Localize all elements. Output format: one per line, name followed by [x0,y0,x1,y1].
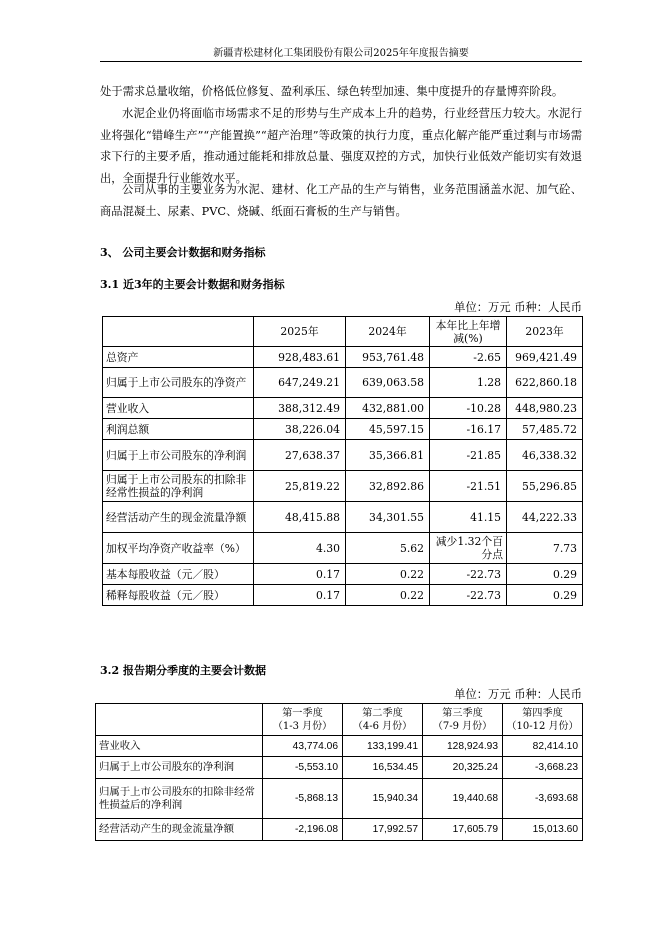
cell-value: -3,668.23 [503,757,583,779]
cell-value: -2,196.08 [263,819,343,841]
cell-value: 622,860.18 [507,368,583,398]
cell-value: 55,296.85 [507,471,583,502]
cell-value: 15,013.60 [503,819,583,841]
cell-value: 减少1.32个百分点 [430,533,507,564]
cell-value: 38,226.04 [254,419,346,440]
quarter-label: 第二季度 [362,707,403,719]
cell-value: 133,199.41 [343,736,423,757]
cell-value: 17,992.57 [343,819,423,841]
table1-unit: 单位：万元 币种：人民币 [454,301,582,314]
header-cell: 2024年 [346,317,430,347]
cell-value: 41.15 [430,502,507,533]
cell-value: -16.17 [430,419,507,440]
table-row [96,757,583,779]
header-rule [100,61,582,62]
cell-value: 15,940.34 [343,779,423,819]
cell-value: 432,881.00 [346,398,430,419]
row-label: 营业收入 [103,398,254,419]
header-cell-q4 [503,704,583,736]
cell-value: -21.85 [430,440,507,471]
table2-unit: 单位：万元 币种：人民币 [454,688,582,701]
cell-value: 928,483.61 [254,347,346,368]
cell-value: 0.29 [507,585,583,606]
cell-value: -5,553.10 [263,757,343,779]
table-row [103,347,583,368]
cell-value: 5.62 [346,533,430,564]
quarter-label: 第三季度 [442,707,483,719]
cell-value: 969,421.49 [507,347,583,368]
table-row [103,368,583,398]
cell-value: -3,693.68 [503,779,583,819]
row-label: 利润总额 [103,419,254,440]
cell-value: 46,338.32 [507,440,583,471]
header-cell-q2 [343,704,423,736]
cell-value: -10.28 [430,398,507,419]
table-row [96,779,583,819]
page-header: 新疆青松建材化工集团股份有限公司2025年年度报告摘要 [213,48,469,59]
header-cell: 2025年 [254,317,346,347]
row-label: 稀释每股收益（元／股） [103,585,254,606]
cell-value: 25,819.22 [254,471,346,502]
cell-value: 43,774.06 [263,736,343,757]
table-row [103,585,583,606]
row-label: 基本每股收益（元／股） [103,564,254,585]
cell-value: 0.17 [254,564,346,585]
section-3-2-title: 3.2 报告期分季度的主要会计数据 [100,664,266,677]
cell-value: -22.73 [430,585,507,606]
table-row [96,819,583,841]
header-cell-q3 [423,704,503,736]
cell-value: -22.73 [430,564,507,585]
header-cell-empty [96,704,263,736]
row-label: 加权平均净资产收益率（%） [103,533,254,564]
row-label: 经营活动产生的现金流量净额 [96,819,263,841]
table-row [103,533,583,564]
cell-value: 647,249.21 [254,368,346,398]
cell-value: 0.29 [507,564,583,585]
section-3-title: 3、 公司主要会计数据和财务指标 [100,246,266,259]
cell-value: 45,597.15 [346,419,430,440]
month-range: （10-12 月份） [506,720,579,732]
month-range: （4-6 月份） [352,720,413,732]
table-row [103,419,583,440]
cell-value: 20,325.24 [423,757,503,779]
header-cell-q1 [263,704,343,736]
paragraph-market-stage: 处于需求总量收缩，价格低位修复、盈利承压、绿色转型加速、集中度提升的存量博弈阶段。 [100,85,564,98]
cell-value: 448,980.23 [507,398,583,419]
cell-value: 639,063.58 [346,368,430,398]
cell-value: 32,892.86 [346,471,430,502]
cell-value: -5,868.13 [263,779,343,819]
cell-value: 128,924.93 [423,736,503,757]
cell-value: 388,312.49 [254,398,346,419]
cell-value: 0.22 [346,564,430,585]
paragraph-cement-outlook: 水泥企业仍将面临市场需求不足的形势与生产成本上升的趋势，行业经营压力较大。水泥行业将强化“错峰生产”“产能置换”“超产治理”等政策的执行力度，重点化解产能严重过剩与市场需求下行的主要矛盾，推动通过能耗和排放总量、强度双控的方式，加快行业低效产能切实有效退出，全面提升行业能效水平。 [100,107,582,185]
table-row [103,564,583,585]
cell-value: 16,534.45 [343,757,423,779]
cell-value: -2.65 [430,347,507,368]
header-cell [103,317,254,347]
quarterly-data-table [95,703,583,841]
table-header-row [96,704,583,736]
cell-value: 27,638.37 [254,440,346,471]
cell-value: 7.73 [507,533,583,564]
cell-value: 35,366.81 [346,440,430,471]
cell-value: -21.51 [430,471,507,502]
cell-value: 0.17 [254,585,346,606]
header-cell: 本年比上年增减(%) [430,317,507,347]
row-label: 营业收入 [96,736,263,757]
paragraph-main-business: 公司从事的主要业务为水泥、建材、化工产品的生产与销售，业务范围涵盖水泥、加气砼、商品混凝土、尿素、PVC、烧碱、纸面石膏板的生产与销售。 [100,183,582,218]
cell-value: 0.22 [346,585,430,606]
cell-value: 19,440.68 [423,779,503,819]
cell-value: 953,761.48 [346,347,430,368]
table-header-row [103,317,583,347]
month-range: （7-9 月份） [432,720,493,732]
row-label: 归属于上市公司股东的净利润 [103,440,254,471]
cell-value: 82,414.10 [503,736,583,757]
three-year-financial-table [102,316,583,606]
table-row [96,736,583,757]
quarter-label: 第四季度 [522,707,563,719]
quarter-label: 第一季度 [282,707,323,719]
row-label: 归属于上市公司股东的净利润 [96,757,263,779]
row-label: 总资产 [103,347,254,368]
cell-value: 1.28 [430,368,507,398]
row-label: 归属于上市公司股东的扣除非经常性损益后的净利润 [96,779,263,819]
table-row [103,471,583,502]
row-label: 归属于上市公司股东的净资产 [103,368,254,398]
header-cell: 2023年 [507,317,583,347]
row-label: 归属于上市公司股东的扣除非经常性损益的净利润 [103,471,254,502]
cell-value: 4.30 [254,533,346,564]
row-label: 经营活动产生的现金流量净额 [103,502,254,533]
cell-value: 48,415.88 [254,502,346,533]
cell-value: 57,485.72 [507,419,583,440]
cell-value: 34,301.55 [346,502,430,533]
table-row [103,440,583,471]
table-row [103,502,583,533]
cell-value: 44,222.33 [507,502,583,533]
section-3-1-title: 3.1 近3年的主要会计数据和财务指标 [100,278,285,291]
month-range: （1-3 月份） [272,720,333,732]
table-row [103,398,583,419]
cell-value: 17,605.79 [423,819,503,841]
